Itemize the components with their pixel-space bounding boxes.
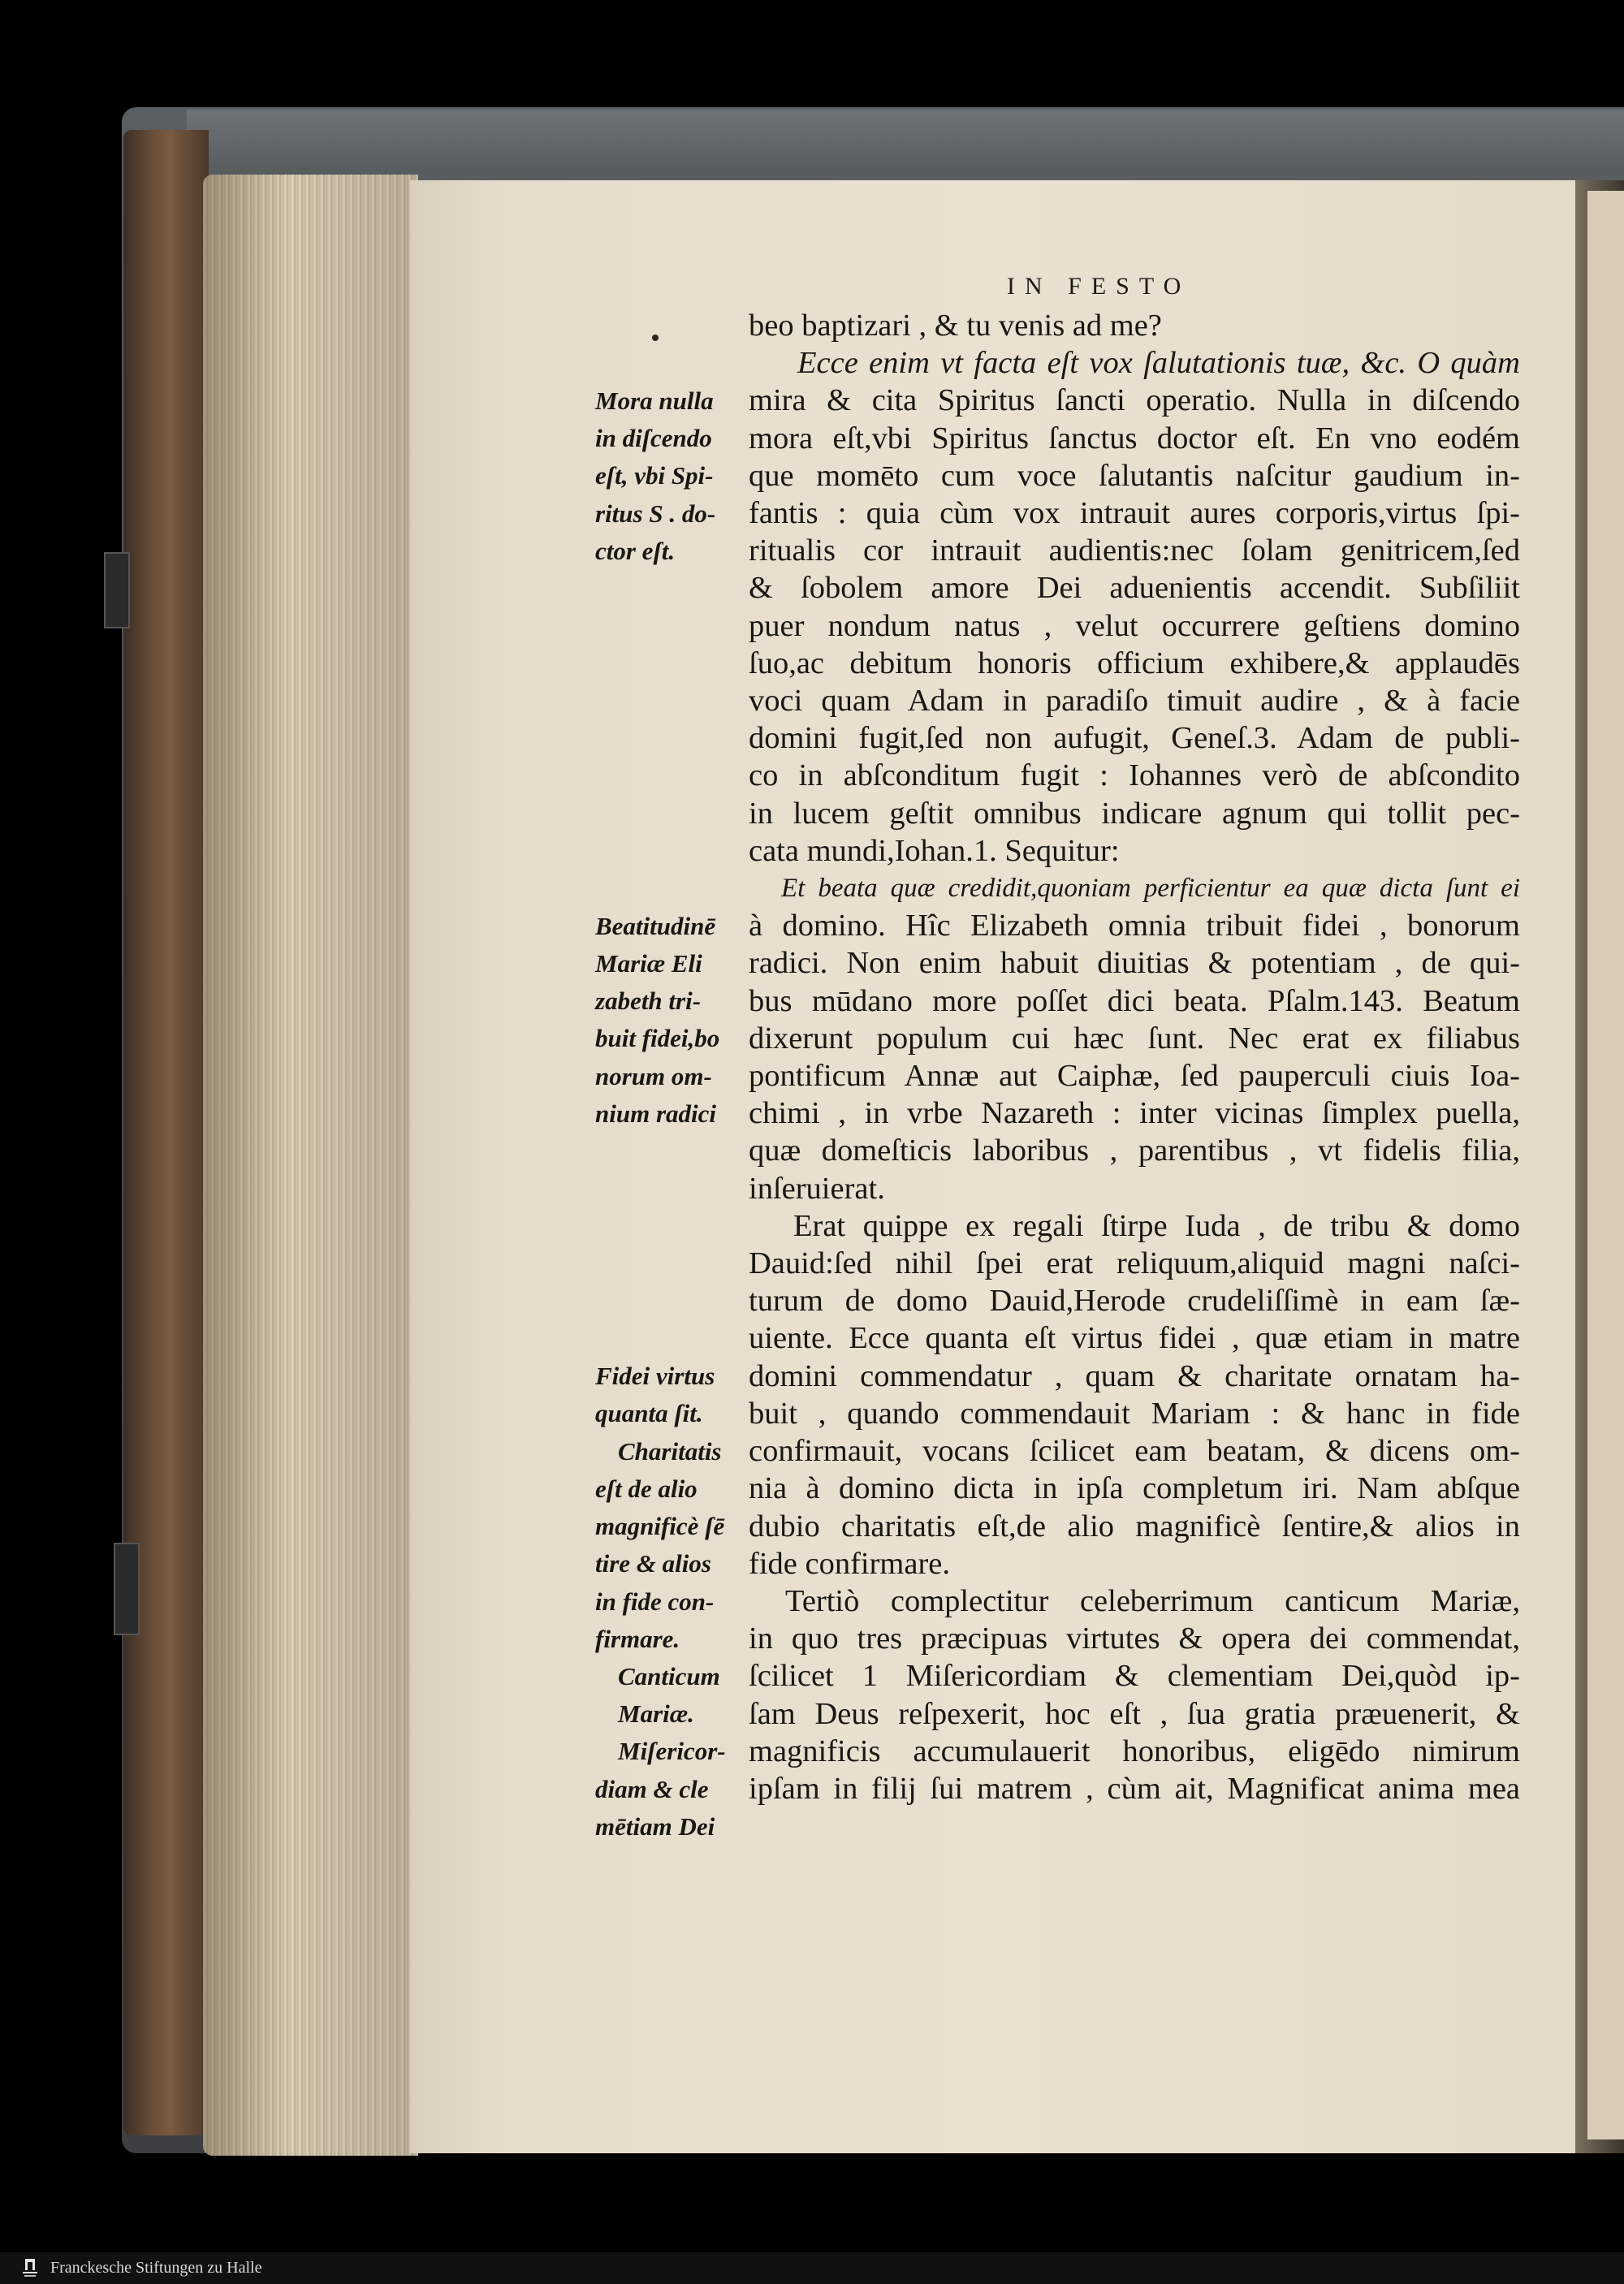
body-line: ſcilicet 1 Miſericordiam & clementiam Dei,quòd ip-: [749, 1659, 1520, 1694]
margin-notes: [595, 382, 749, 1846]
body-line: ſam Deus reſpexerit, hoc eſt , ſua gratia præuenerit, &: [749, 1696, 1520, 1731]
margin-note-line: mētiam Dei: [595, 1811, 715, 1841]
margin-note-line: nium radici: [595, 1099, 717, 1128]
body-line: quæ domeſticis laboribus , parentibus , vt fidelis filia,: [749, 1133, 1520, 1168]
body-line: inſeruierat.: [749, 1171, 885, 1206]
margin-note-line: Canticum: [618, 1661, 720, 1690]
body-text: [749, 307, 1520, 1807]
body-line: in quo tres præcipuas virtutes & opera dei commendat,: [749, 1621, 1520, 1656]
body-line: que momēto cum voce ſalutantis naſcitur gaudium in-: [749, 458, 1520, 493]
body-line: pontificum Annæ aut Caiphæ, ſed pauperculi ciuis Ioa-: [749, 1059, 1520, 1094]
margin-note-spacer: [595, 1246, 749, 1283]
margin-note-spacer: [595, 1207, 749, 1245]
book-cover-top-edge: [187, 110, 1624, 175]
body-line: turum de domo Dauid,Herode crudeliſſimè in eam ſæ-: [749, 1284, 1520, 1319]
margin-note-line: ritus S . do-: [595, 499, 716, 528]
margin-note-spacer: [595, 645, 749, 682]
margin-note-spacer: [595, 1283, 749, 1320]
margin-note-line: firmare.: [595, 1624, 680, 1653]
body-line: dixerunt populum cui hæc ſunt. Nec erat ex filiabus: [749, 1021, 1520, 1056]
margin-note-spacer: [595, 570, 749, 607]
margin-note-line: in fide con-: [595, 1587, 715, 1616]
margin-note-line: tire & alios: [595, 1549, 711, 1578]
margin-note-line: quanta ſit.: [595, 1399, 703, 1428]
body-line: dubio charitatis eſt,de alio magnificè ſentire,& alios in: [749, 1509, 1520, 1544]
body-line: in lucem geſtit omnibus indicare agnum qui tollit pec-: [749, 796, 1520, 831]
margin-note-line: ctor eſt.: [595, 536, 676, 565]
body-line: ſuo,ac debitum honoris officium exhibere,& applaudēs: [749, 645, 1520, 680]
margin-note-spacer: [595, 832, 749, 870]
body-line: Tertiò complectitur celeberrimum canticum Mariæ,: [785, 1583, 1520, 1618]
body-line: ritualis cor intrauit audientis:nec ſolam genitricem,ſed: [749, 533, 1520, 568]
body-line: mira & cita Spiritus ſancti operatio. Nulla in diſcendo: [749, 383, 1520, 418]
margin-note-spacer: [595, 1170, 749, 1207]
clasp-lower: [114, 1543, 140, 1635]
body-line: puer nondum natus , velut occurrere geſtiens domino: [749, 608, 1520, 643]
clasp-upper: [104, 552, 130, 628]
body-line: fide confirmare.: [749, 1546, 950, 1581]
body-line: ipſam in filij ſui matrem , cùm ait, Magnificat anima mea: [749, 1771, 1520, 1806]
body-line: Erat quippe ex regali ſtirpe Iuda , de tribu & domo: [793, 1208, 1520, 1243]
margin-note-line: Mariæ Eli: [595, 949, 702, 978]
body-line: magnificis accumulauerit honoribus, eligēdo nimirum: [749, 1734, 1520, 1768]
body-line: Et beata quæ credidit,quoniam perficientur ea quæ dicta ſunt ei: [781, 874, 1520, 904]
margin-note-spacer: [595, 1320, 749, 1358]
body-line: beo baptizari , & tu venis ad me?: [749, 309, 1162, 343]
body-line: buit , quando commendauit Mariam : & hanc in fide: [749, 1396, 1520, 1431]
body-line: confirmauit, vocans ſcilicet eam beatam, & dicens om-: [749, 1434, 1520, 1469]
margin-note-line: Fidei virtus: [595, 1362, 715, 1391]
body-line: fantis : quia cùm vox intrauit aures corporis,virtus ſpi-: [749, 496, 1520, 531]
margin-note-line: Charitatis: [618, 1436, 722, 1466]
facing-page-edge: [1587, 191, 1624, 2139]
body-line: à domino. Hîc Elizabeth omnia tribuit fidei , bonorum: [749, 909, 1520, 943]
ink-mark: [652, 335, 659, 341]
body-line: cata mundi,Iohan.1. Sequitur:: [749, 833, 1120, 868]
margin-note-line: Mariæ.: [618, 1699, 694, 1729]
body-line: nia à domino dicta in ipſa completum iri. Nam abſque: [749, 1471, 1520, 1506]
institution-name: Franckesche Stiftungen zu Halle: [50, 2259, 262, 2277]
margin-note-line: norum om-: [595, 1061, 712, 1090]
body-line: radici. Non enim habuit diuitias & potentiam , de qui-: [749, 946, 1520, 981]
margin-note-line: magnificè ſē: [595, 1512, 725, 1541]
book-spine: [123, 130, 209, 2135]
body-line: chimi , in vrbe Nazareth : inter vicinas ſimplex puella,: [749, 1096, 1520, 1131]
margin-note-line: Beatitudinē: [595, 911, 716, 940]
margin-note-line: diam & cle: [595, 1774, 709, 1803]
body-line: co in abſconditum fugit : Iohannes verò de abſcondito: [749, 758, 1520, 793]
margin-note-spacer: [595, 870, 749, 908]
institution-logo-icon: [18, 2256, 42, 2280]
page-edges-shade: [203, 175, 418, 2156]
body-line: voci quam Adam in paradiſo timuit audire , & à facie: [749, 684, 1520, 719]
margin-note-line: in diſcendo: [595, 424, 712, 453]
body-line: mora eſt,vbi Spiritus ſanctus doctor eſt. En vno eodém: [749, 421, 1520, 456]
body-line: Ecce enim vt facta eſt vox ſalutationis tuæ, &c. O quàm: [797, 346, 1520, 381]
body-line: bus mūdano more poſſet dici beata. Pſalm.143. Beatum: [749, 983, 1520, 1018]
body-line: domini commendatur , quam & charitate ornatam ha-: [749, 1358, 1520, 1393]
viewer-footer: [0, 2252, 1624, 2284]
body-line: uiente. Ecce quanta eſt virtus fidei , quæ etiam in matre: [749, 1321, 1520, 1356]
margin-note-line: Mora nulla: [595, 386, 714, 415]
margin-note-line: buit fidei,bo: [595, 1024, 720, 1053]
margin-note-line: zabeth tri-: [595, 987, 702, 1016]
margin-note-line: eſt, vbi Spi-: [595, 461, 714, 490]
body-line: domini fugit,ſed non aufugit, Geneſ.3. Adam de publi-: [749, 721, 1520, 756]
margin-note-spacer: [595, 1133, 749, 1170]
margin-note-spacer: [595, 607, 749, 645]
margin-note-spacer: [595, 720, 749, 758]
body-line: Dauid:ſed nihil ſpei erat reliquum,aliquid magni naſci-: [749, 1246, 1520, 1281]
running-head: IN FESTO: [1007, 273, 1191, 300]
margin-note-spacer: [595, 683, 749, 720]
margin-note-spacer: [595, 795, 749, 832]
margin-note-line: eſt de alio: [595, 1474, 698, 1503]
margin-note-line: Miſericor-: [618, 1737, 726, 1766]
margin-note-spacer: [595, 758, 749, 795]
body-line: & ſobolem amore Dei aduenientis accendit. Subſiliit: [749, 571, 1520, 606]
